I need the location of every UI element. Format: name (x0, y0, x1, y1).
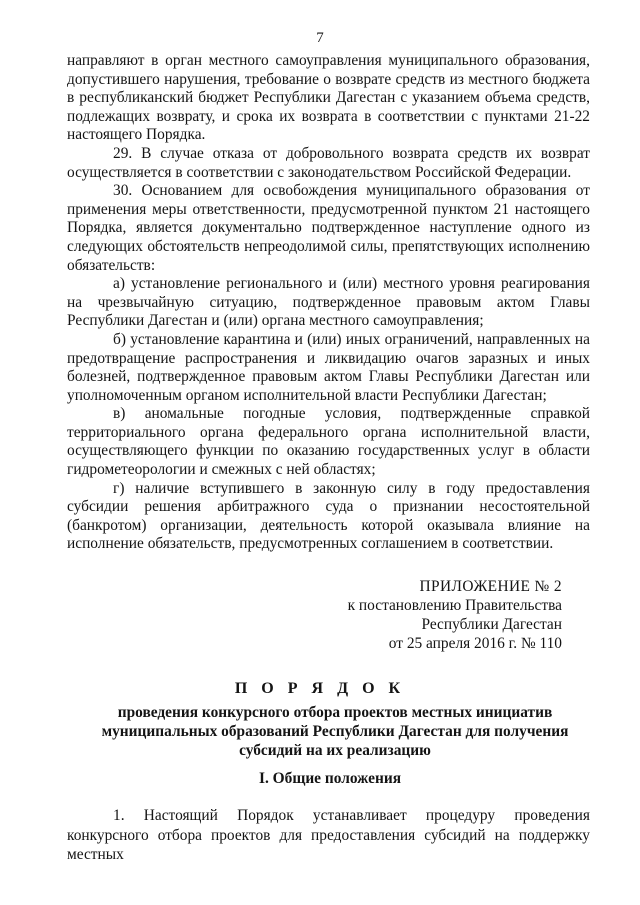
section-heading: I. Общие положения (258, 770, 402, 787)
body-text (67, 52, 590, 554)
appendix-block (348, 577, 562, 653)
paragraph-30: 30. Основанием для освобождения муниципального образования от применения меры ответственности, предусмотренной пунктом 21 настоящего Порядка, является документально подтвержденное наступление одного из следующих обстоятельств непреодолимой силы, препятствующих исполнению обязательств: (67, 182, 590, 274)
paragraph-continuation: направляют в орган местного самоуправления муниципального образования, допустившего нарушения, требование о возврате средств из местного бюджета в республиканский бюджет Республики Дагестан с указанием объема средств, подлежащих возврату, и срока их возврата в соответствии с пунктами 21-22 настоящего Порядка. (67, 52, 590, 144)
subparagraph-v: в) аномальные погодные условия, подтвержденные справкой территориального органа федерального органа исполнительной власти, осуществляющего функции по оказанию государственных услуг в области гидрометеорологии и смежных с ней областях; (67, 405, 590, 479)
appendix-line-2: Республики Дагестан (421, 616, 562, 633)
subparagraph-g: г) наличие вступившего в законную силу в году предоставления субсидии решения арбитражного суда о признании несостоятельной (банкротом) организации, деятельность которой оказывала влияние на исполнение обязательств, предусмотренных соглашением в соответствии. (67, 479, 590, 553)
document-title: П О Р Я Д О К (234, 680, 406, 697)
subparagraph-b: б) установление карантина и (или) иных ограничений, направленных на предотвращение распространения и ликвидацию очагов заразных и иных болезней, подтвержденное правовым актом Главы Республики Дагестан или уполномоченным органом исполнительной власти Республики Дагестан; (67, 330, 590, 404)
section-paragraph-1: 1. Настоящий Порядок устанавливает процедуру проведения конкурсного отбора проектов для предоставления субсидий на поддержку местных (67, 807, 590, 863)
appendix-line-1: к постановлению Правительства (347, 597, 562, 614)
appendix-title: ПРИЛОЖЕНИЕ № 2 (419, 578, 562, 595)
document-subtitle: проведения конкурсного отбора проектов местных инициатив муниципальных образований Республики Дагестан для получения субсидий на их реализацию (101, 704, 569, 759)
appendix-line-3: от 25 апреля 2016 г. № 110 (388, 635, 562, 652)
page-number: 7 (316, 30, 324, 46)
paragraph-29: 29. В случае отказа от добровольного возврата средств их возврат осуществляется в соответствии с законодательством Российской Федерации. (67, 144, 590, 181)
subparagraph-a: а) установление регионального и (или) местного уровня реагирования на чрезвычайную ситуацию, подтвержденное правовым актом Главы Республики Дагестан и (или) органа местного самоуправления; (67, 275, 590, 330)
